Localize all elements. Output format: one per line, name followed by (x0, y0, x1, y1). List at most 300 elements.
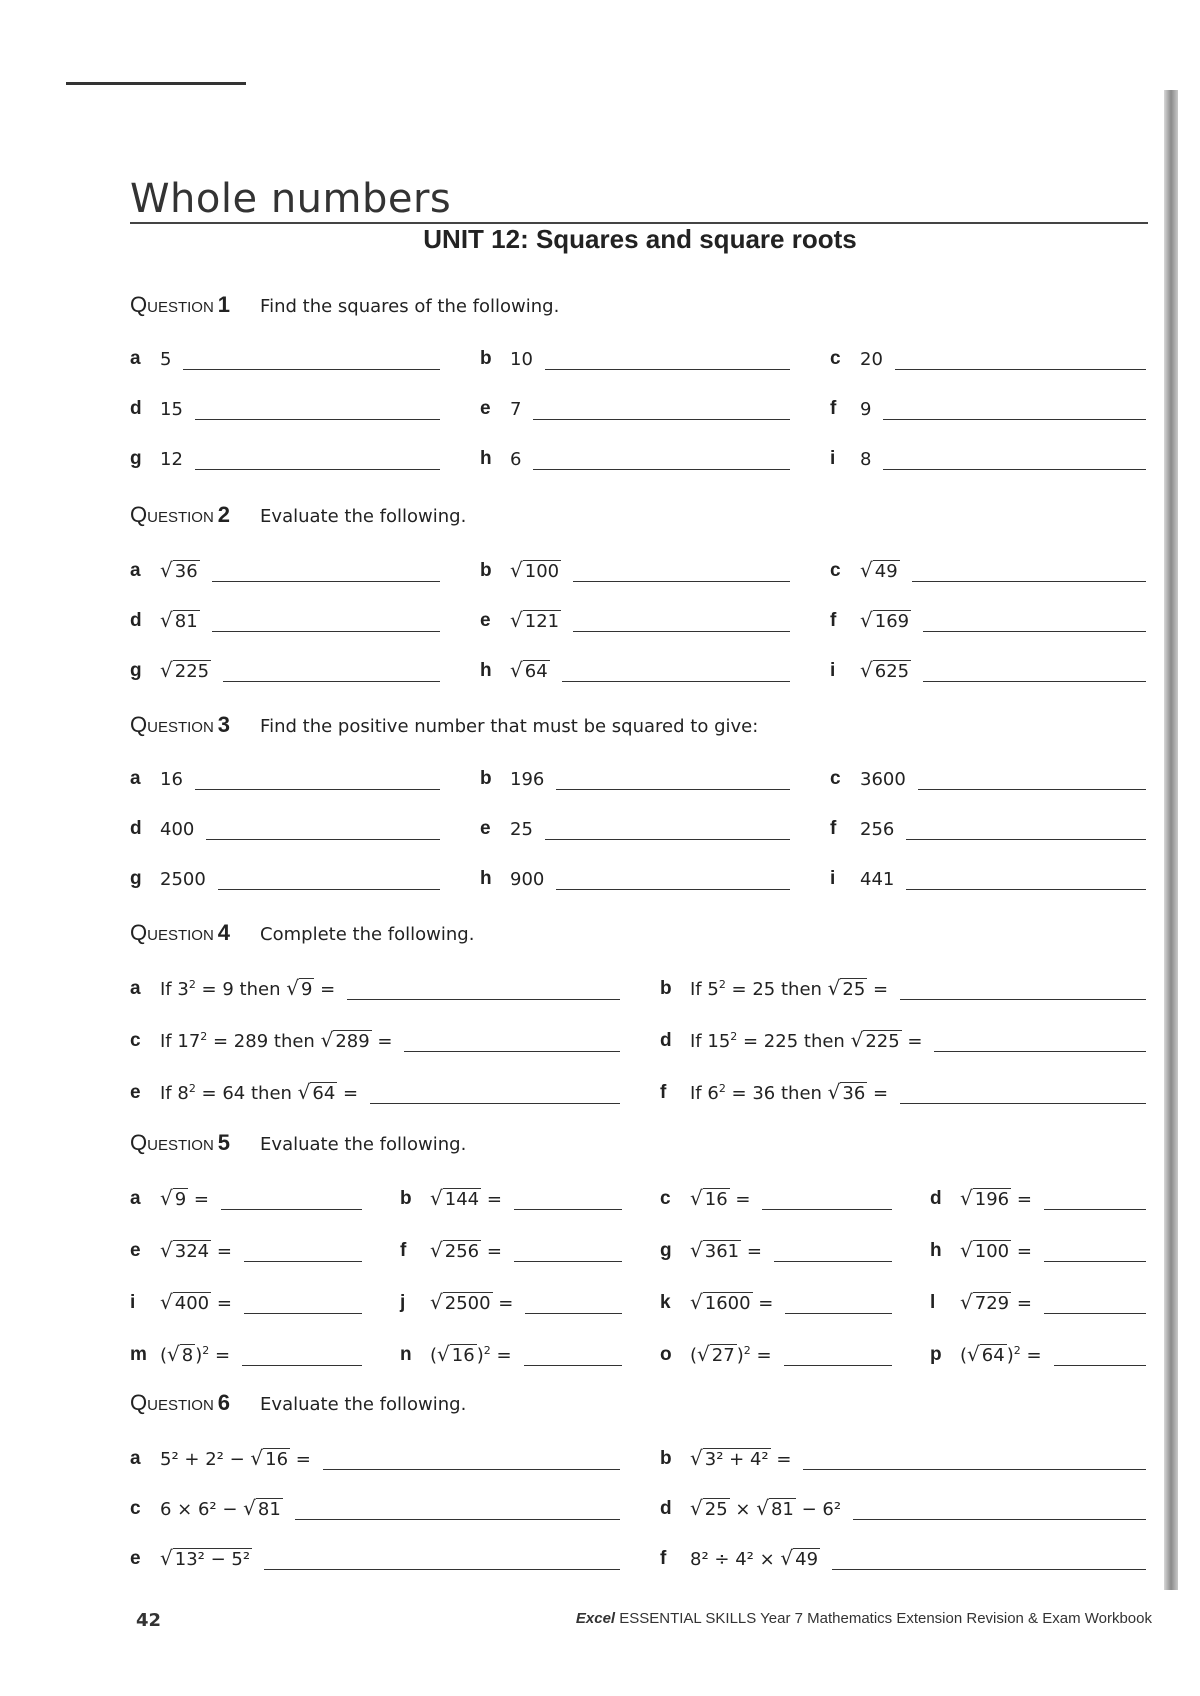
answer-line[interactable] (853, 1501, 1146, 1520)
item-expression (160, 449, 183, 470)
answer-line[interactable] (242, 1347, 362, 1366)
radical: √ 729 (960, 1290, 1010, 1314)
item-text: = (290, 1449, 311, 1470)
answer-line[interactable] (206, 821, 440, 840)
item-value: 2500 (160, 869, 206, 890)
item-letter: g (130, 868, 142, 889)
answer-line[interactable] (900, 981, 1146, 1000)
item-expression: √ 100 = (960, 1238, 1032, 1262)
question-4-item-a (130, 976, 620, 1000)
item-letter: f (660, 1548, 667, 1569)
question-instruction: Evaluate the following. (260, 506, 467, 527)
question-2-heading (130, 502, 466, 528)
question-5-item-d (930, 1186, 1146, 1210)
question-2-item-g (130, 658, 440, 682)
question-number: 3 (217, 712, 231, 737)
radical: √ 144 (430, 1186, 480, 1210)
item-value: 15 (160, 399, 183, 420)
question-6-item-e (130, 1546, 620, 1570)
answer-line[interactable] (556, 771, 790, 790)
radical: √ 25 (827, 976, 866, 1000)
radical: √ 49 (860, 558, 898, 582)
answer-line[interactable] (900, 1085, 1146, 1104)
question-3-item-e (480, 818, 790, 840)
question-number: 2 (217, 502, 231, 527)
radical: √ 64 (510, 658, 548, 682)
answer-line[interactable] (347, 981, 620, 1000)
answer-line[interactable] (183, 351, 440, 370)
item-expression (690, 1028, 922, 1052)
item-letter: b (480, 348, 492, 369)
item-expression (160, 399, 183, 420)
radical: √ 27 (697, 1342, 735, 1366)
item-letter: j (400, 1292, 406, 1313)
question-2-item-h (480, 658, 790, 682)
item-letter: g (660, 1240, 672, 1261)
answer-line[interactable] (295, 1501, 620, 1520)
item-letter: e (480, 818, 491, 839)
item-letter: d (930, 1188, 942, 1209)
item-text: = (371, 1031, 393, 1052)
answer-line[interactable] (370, 1085, 620, 1104)
item-expression: √ 400 = (160, 1290, 232, 1314)
item-letter: c (830, 768, 841, 789)
question-instruction: Evaluate the following. (260, 1394, 467, 1415)
item-expression: √ 196 = (960, 1186, 1032, 1210)
question-3-heading (130, 712, 758, 738)
question-3-item-f (830, 818, 1146, 840)
answer-line[interactable] (1044, 1191, 1146, 1210)
item-expression (160, 1496, 283, 1520)
question-3-item-c (830, 768, 1146, 790)
radical: √ 169 (860, 608, 910, 632)
question-1-item-a (130, 348, 440, 370)
item-expression (160, 1080, 358, 1104)
item-value: 5 (160, 349, 172, 370)
item-letter: h (480, 868, 492, 889)
item-expression (690, 1496, 841, 1520)
item-value: 12 (160, 449, 183, 470)
item-expression (860, 449, 871, 470)
question-5-item-a (130, 1186, 362, 1210)
item-value: 9 (860, 399, 872, 420)
radical: √ 625 (860, 658, 910, 682)
item-text: − 6² (795, 1499, 842, 1520)
question-label: Question (130, 712, 214, 737)
item-text: If 8 (160, 1083, 189, 1104)
item-expression (160, 819, 194, 840)
footer-title (576, 1610, 1152, 1627)
item-letter: f (400, 1240, 407, 1261)
question-6-item-f (660, 1546, 1146, 1570)
item-expression (160, 349, 171, 370)
answer-line[interactable] (524, 1347, 622, 1366)
item-text: If 3 (160, 979, 189, 1000)
question-6-item-d (660, 1496, 1146, 1520)
item-letter: l (930, 1292, 936, 1313)
question-4-item-f (660, 1080, 1146, 1104)
question-number: 1 (217, 292, 231, 317)
question-2-item-c (830, 558, 1146, 582)
answer-line[interactable] (556, 871, 790, 890)
question-5-item-k (660, 1290, 892, 1314)
answer-line[interactable] (195, 771, 440, 790)
question-5-item-j (400, 1290, 622, 1314)
exponent: 2 (200, 1030, 208, 1043)
item-text: = 289 then (207, 1031, 321, 1052)
item-letter: c (130, 1030, 141, 1051)
item-value: 6 (510, 449, 522, 470)
item-letter: e (480, 398, 491, 419)
item-text: = (867, 1083, 889, 1104)
item-letter: a (130, 348, 141, 369)
item-value: 10 (510, 349, 533, 370)
radical: √ 100 (960, 1238, 1010, 1262)
answer-line[interactable] (883, 401, 1146, 420)
section-title: Whole numbers (130, 176, 452, 222)
radical: √ 16 (437, 1342, 475, 1366)
question-instruction: Find the squares of the following. (260, 296, 560, 317)
answer-line[interactable] (573, 613, 790, 632)
item-letter: a (130, 1448, 141, 1469)
question-6-item-a (130, 1446, 620, 1470)
question-2-item-d (130, 608, 440, 632)
item-letter: b (660, 978, 672, 999)
item-expression (510, 608, 561, 632)
item-expression (690, 1546, 820, 1570)
radical: √ 25 (690, 1496, 728, 1520)
item-value: 196 (510, 769, 545, 790)
answer-line[interactable] (1054, 1347, 1146, 1366)
question-1-item-f (830, 398, 1146, 420)
item-expression (160, 1028, 392, 1052)
answer-line[interactable] (895, 351, 1146, 370)
answer-line[interactable] (1044, 1243, 1146, 1262)
item-letter: f (830, 398, 837, 419)
item-letter: e (130, 1240, 141, 1261)
question-3-item-g (130, 868, 440, 890)
item-letter: e (480, 610, 491, 631)
item-expression: (√ 64 )$^2$ = (960, 1342, 1042, 1366)
answer-line[interactable] (533, 451, 790, 470)
item-text: 8² ÷ 4² × (690, 1549, 781, 1570)
item-letter: e (130, 1548, 141, 1569)
item-letter: c (830, 348, 841, 369)
footer-brand: Excel (575, 1610, 616, 1627)
radical: √ 81 (243, 1496, 281, 1520)
item-letter: d (660, 1498, 672, 1519)
item-expression: √ 16 = (690, 1186, 751, 1210)
question-6-item-b (660, 1446, 1146, 1470)
question-5-item-f (400, 1238, 622, 1262)
answer-line[interactable] (244, 1295, 362, 1314)
item-text: 6 × 6² − (160, 1499, 244, 1520)
item-value: 8 (860, 449, 872, 470)
answer-line[interactable] (404, 1033, 620, 1052)
item-expression (160, 608, 200, 632)
item-expression (510, 558, 561, 582)
item-text: = 9 then (195, 979, 287, 1000)
radical: √ 289 (320, 1028, 370, 1052)
item-expression (160, 769, 183, 790)
item-letter: p (930, 1344, 942, 1365)
radical: √ 9 (286, 976, 313, 1000)
question-4-item-d (660, 1028, 1146, 1052)
item-expression (860, 558, 900, 582)
item-text: = 64 then (195, 1083, 298, 1104)
answer-line[interactable] (545, 351, 790, 370)
radical: √ 2500 (430, 1290, 491, 1314)
item-letter: g (130, 448, 142, 469)
answer-line[interactable] (218, 871, 440, 890)
item-letter: m (130, 1344, 147, 1365)
item-text: × (729, 1499, 757, 1520)
item-expression (510, 658, 550, 682)
answer-line[interactable] (832, 1551, 1146, 1570)
answer-line[interactable] (923, 613, 1146, 632)
radical: √ 361 (690, 1238, 740, 1262)
answer-line[interactable] (323, 1451, 620, 1470)
question-5-item-h (930, 1238, 1146, 1262)
answer-line[interactable] (212, 563, 440, 582)
question-number: 6 (217, 1390, 231, 1415)
question-1-item-d (130, 398, 440, 420)
radical: √ 49 (780, 1546, 819, 1570)
item-expression (860, 399, 871, 420)
item-text: = 25 then (725, 979, 828, 1000)
answer-line[interactable] (918, 771, 1146, 790)
answer-line[interactable] (212, 613, 440, 632)
radical: √ 81 (756, 1496, 794, 1520)
answer-line[interactable] (545, 821, 790, 840)
question-instruction: Complete the following. (260, 924, 475, 945)
item-letter: h (480, 448, 492, 469)
item-letter: b (400, 1188, 412, 1209)
item-value: 3600 (860, 769, 906, 790)
radical: √ 16 (250, 1446, 289, 1470)
question-4-item-c (130, 1028, 620, 1052)
item-expression: √ 9 = (160, 1186, 210, 1210)
answer-line[interactable] (784, 1347, 892, 1366)
item-letter: d (130, 818, 142, 839)
question-5-item-l (930, 1290, 1146, 1314)
answer-line[interactable] (221, 1191, 362, 1210)
question-6-heading (130, 1390, 466, 1416)
radical: √ 9 (160, 1186, 187, 1210)
item-letter: f (830, 818, 837, 839)
answer-line[interactable] (195, 401, 440, 420)
item-expression (690, 1080, 888, 1104)
item-value: 441 (860, 869, 895, 890)
radical: √ 13² − 5² (160, 1546, 251, 1570)
question-4-item-b (660, 976, 1146, 1000)
item-value: 256 (860, 819, 895, 840)
radical: √ 225 (160, 658, 210, 682)
question-5-heading (130, 1130, 466, 1156)
answer-line[interactable] (1044, 1295, 1146, 1314)
question-label: Question (130, 1390, 214, 1415)
question-5-item-g (660, 1238, 892, 1262)
item-letter: a (130, 560, 141, 581)
top-margin-rule (66, 82, 246, 85)
item-expression (860, 819, 894, 840)
answer-line[interactable] (562, 663, 790, 682)
item-letter: f (830, 610, 837, 631)
item-letter: c (660, 1188, 671, 1209)
item-expression (160, 658, 211, 682)
item-expression (690, 976, 888, 1000)
item-text: = (770, 1449, 792, 1470)
radical: √ 225 (850, 1028, 900, 1052)
item-expression: √ 361 = (690, 1238, 762, 1262)
answer-line[interactable] (514, 1243, 622, 1262)
question-3-item-b (480, 768, 790, 790)
question-2-item-a (130, 558, 440, 582)
radical: √ 16 (690, 1186, 728, 1210)
question-instruction: Evaluate the following. (260, 1134, 467, 1155)
item-letter: b (660, 1448, 672, 1469)
question-5-item-o (660, 1342, 892, 1366)
item-expression (510, 399, 521, 420)
item-text: If 17 (160, 1031, 201, 1052)
item-expression: (√ 16 )$^2$ = (430, 1342, 512, 1366)
question-1-heading (130, 292, 559, 318)
item-expression (160, 1546, 252, 1570)
radical: √ 100 (510, 558, 560, 582)
answer-line[interactable] (244, 1243, 362, 1262)
item-expression: √ 144 = (430, 1186, 502, 1210)
question-2-item-f (830, 608, 1146, 632)
item-expression (860, 769, 906, 790)
item-value: 25 (510, 819, 533, 840)
item-text: 5² + 2² − (160, 1449, 251, 1470)
item-letter: i (830, 660, 836, 681)
radical: √ 1600 (690, 1290, 751, 1314)
item-letter: a (130, 768, 141, 789)
answer-line[interactable] (785, 1295, 892, 1314)
question-1-item-e (480, 398, 790, 420)
answer-line[interactable] (934, 1033, 1146, 1052)
item-letter: b (480, 560, 492, 581)
exponent: 2 (188, 1082, 196, 1095)
radical: √ 8 (167, 1342, 194, 1366)
item-expression (510, 769, 544, 790)
answer-line[interactable] (223, 663, 440, 682)
answer-line[interactable] (906, 821, 1146, 840)
answer-line[interactable] (883, 451, 1146, 470)
item-expression (510, 869, 544, 890)
answer-line[interactable] (514, 1191, 622, 1210)
answer-line[interactable] (195, 451, 440, 470)
question-3-item-d (130, 818, 440, 840)
item-expression (510, 349, 533, 370)
exponent: 2 (718, 978, 726, 991)
item-letter: i (830, 448, 836, 469)
item-value: 16 (160, 769, 183, 790)
question-1-item-h (480, 448, 790, 470)
question-label: Question (130, 920, 214, 945)
item-expression: (√ 8 )$^2$ = (160, 1342, 231, 1366)
answer-line[interactable] (774, 1243, 892, 1262)
item-letter: n (400, 1344, 412, 1365)
item-text: = 225 then (737, 1031, 851, 1052)
answer-line[interactable] (923, 663, 1146, 682)
radical: √ 121 (510, 608, 560, 632)
question-5-item-b (400, 1186, 622, 1210)
question-2-item-e (480, 608, 790, 632)
answer-line[interactable] (264, 1551, 620, 1570)
answer-line[interactable] (533, 401, 790, 420)
radical: √ 3² + 4² (690, 1446, 769, 1470)
question-6-item-c (130, 1496, 620, 1520)
item-letter: i (130, 1292, 136, 1313)
radical: √ 64 (967, 1342, 1005, 1366)
exponent: 2 (718, 1082, 726, 1095)
question-number: 4 (217, 920, 231, 945)
exponent: 2 (188, 978, 196, 991)
question-number: 5 (217, 1130, 231, 1155)
answer-line[interactable] (803, 1451, 1146, 1470)
item-expression (160, 869, 206, 890)
item-letter: o (660, 1344, 672, 1365)
item-expression (690, 1446, 791, 1470)
item-expression: (√ 27 )$^2$ = (690, 1342, 772, 1366)
radical: √ 81 (160, 608, 198, 632)
item-letter: h (930, 1240, 942, 1261)
answer-line[interactable] (912, 563, 1146, 582)
exponent: 2 (730, 1030, 738, 1043)
answer-line[interactable] (573, 563, 790, 582)
question-label: Question (130, 292, 214, 317)
question-instruction: Find the positive number that must be squared to give: (260, 716, 759, 737)
question-1-item-g (130, 448, 440, 470)
item-letter: g (130, 660, 142, 681)
question-2-item-b (480, 558, 790, 582)
item-letter: a (130, 1188, 141, 1209)
question-4-item-e (130, 1080, 620, 1104)
radical: √ 196 (960, 1186, 1010, 1210)
question-3-item-i (830, 868, 1146, 890)
item-text: = (901, 1031, 923, 1052)
item-expression (860, 349, 883, 370)
page-edge-shadow (1164, 90, 1178, 1590)
item-letter: c (130, 1498, 141, 1519)
item-letter: b (480, 768, 492, 789)
question-5-item-i (130, 1290, 362, 1314)
question-1-item-c (830, 348, 1146, 370)
question-1-item-b (480, 348, 790, 370)
item-expression (510, 449, 521, 470)
item-expression (510, 819, 533, 840)
answer-line[interactable] (762, 1191, 892, 1210)
item-text: = 36 then (725, 1083, 828, 1104)
item-expression: √ 1600 = (690, 1290, 774, 1314)
item-letter: c (830, 560, 841, 581)
item-text: If 6 (690, 1083, 719, 1104)
item-letter: k (660, 1292, 671, 1313)
radical: √ 36 (827, 1080, 866, 1104)
item-letter: d (130, 610, 142, 631)
answer-line[interactable] (525, 1295, 622, 1314)
item-letter: a (130, 978, 141, 999)
item-value: 7 (510, 399, 522, 420)
question-3-item-a (130, 768, 440, 790)
item-letter: d (130, 398, 142, 419)
question-3-item-h (480, 868, 790, 890)
radical: √ 256 (430, 1238, 480, 1262)
item-value: 900 (510, 869, 545, 890)
answer-line[interactable] (906, 871, 1146, 890)
